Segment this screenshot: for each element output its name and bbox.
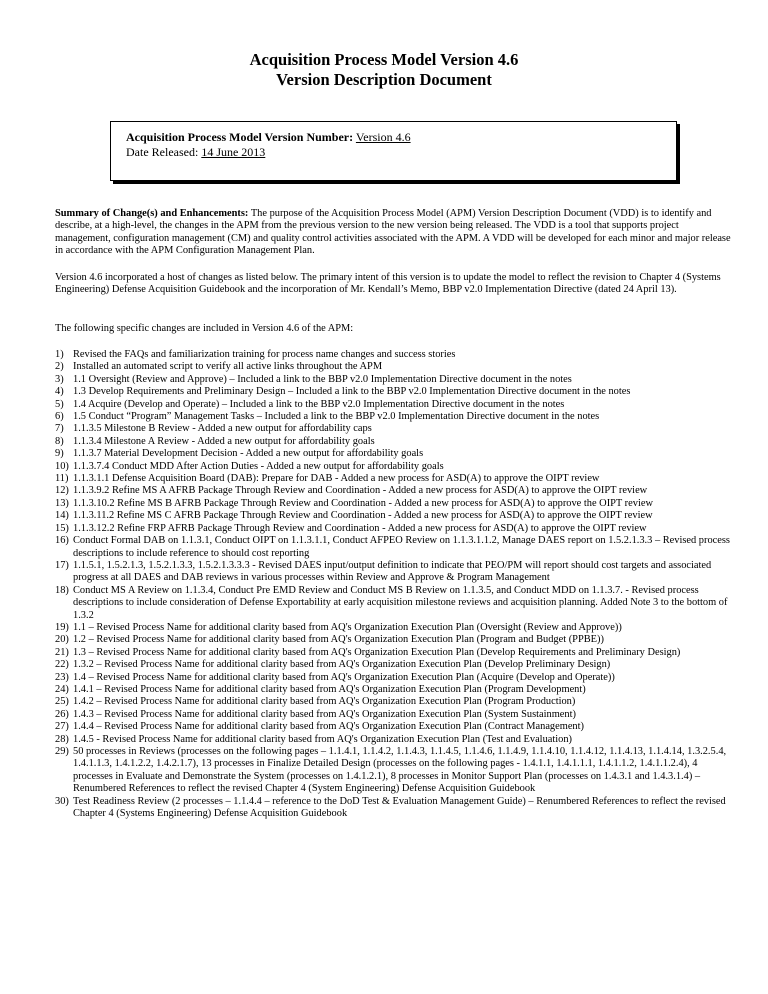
change-item — [55, 510, 735, 522]
change-item-number: 11) — [55, 473, 69, 485]
change-item-text: 1.1 – Revised Process Name for additional clarity based from AQ's Organization Execution Plan (Oversight (Review and Approve)) — [73, 621, 622, 633]
change-item — [55, 423, 735, 435]
change-item — [55, 498, 735, 510]
change-item-number: 17) — [55, 559, 69, 571]
change-item-text: 1.1.3.11.2 Refine MS C AFRB Package Through Review and Coordination - Added a new process for ASD(A) to approve the OIPT review — [73, 510, 653, 522]
change-item-number: 4) — [55, 386, 64, 398]
change-item-text: 1.3 Develop Requirements and Preliminary Design – Included a link to the BBP v2.0 Implementation Directive document in the notes — [73, 386, 631, 398]
change-item-text: Conduct Formal DAB on 1.1.3.1, Conduct OIPT on 1.1.3.1.1, Conduct AFPEO Review on 1.1.3.1.1.2, Manage DAES report on 1.5.2.1.3.3 – Revised process descriptions to include reference to should cost reporting — [73, 535, 730, 559]
document-title — [0, 50, 768, 90]
change-item-text: 1.1 Oversight (Review and Approve) – Included a link to the BBP v2.0 Implementation Directive document in the notes — [73, 373, 572, 385]
change-item-number: 10) — [55, 460, 69, 472]
change-item — [55, 672, 735, 684]
change-item — [55, 709, 735, 721]
change-item-text: 1.4.1 – Revised Process Name for additional clarity based from AQ's Organization Execution Plan (Program Development) — [73, 683, 586, 695]
release-date-row — [126, 145, 676, 160]
change-item-text: 1.4.2 – Revised Process Name for additional clarity based from AQ's Organization Execution Plan (Program Production) — [73, 696, 576, 708]
change-item-number: 16) — [55, 535, 69, 547]
change-item — [55, 399, 735, 411]
summary-text: The purpose of the Acquisition Process Model (APM) Version Description Document (VDD) is to identify and describe, at a high-level, the changes in the APM from the previous version to the new version being released. The VDD is a tool that supports project management, configuration management (CM) and quality control activities associated with the APM. A VDD will be developed for each minor and major release in accordance with the APM Configuration Management Plan. — [55, 208, 731, 257]
change-item-number: 2) — [55, 361, 64, 373]
change-item-text: 1.1.3.1.1 Defense Acquisition Board (DAB): Prepare for DAB - Added a new process for ASD(A) to approve the OIPT review — [73, 473, 600, 485]
change-item — [55, 585, 735, 622]
summary-paragraph — [55, 208, 735, 258]
change-item-text: 1.3 – Revised Process Name for additional clarity based from AQ's Organization Execution Plan (Develop Requirements and Preliminary Design) — [73, 646, 681, 658]
change-item-text: 1.1.3.7 Material Development Decision - Added a new output for affordability goals — [73, 448, 424, 460]
change-item-number: 24) — [55, 683, 69, 695]
change-item-text: Revised the FAQs and familiarization training for process name changes and success stories — [73, 349, 456, 360]
change-item — [55, 436, 735, 448]
change-item-text: 1.1.3.5 Milestone B Review - Added a new output for affordability caps — [73, 423, 372, 435]
change-item — [55, 746, 735, 796]
change-item-text: 1.4 Acquire (Develop and Operate) – Included a link to the BBP v2.0 Implementation Directive document in the notes — [73, 398, 565, 410]
change-item-text: Test Readiness Review (2 processes – 1.1.4.4 – reference to the DoD Test & Evaluation Management Guide) – Renumbered References to reflect the revised Chapter 4 (Systems Engineering) Defense Acquisition Guidebook — [73, 795, 726, 820]
change-item — [55, 634, 735, 646]
change-item — [55, 386, 735, 398]
change-item-text: 1.3.2 – Revised Process Name for additional clarity based from AQ's Organization Execution Plan (Develop Preliminary Design) — [73, 659, 611, 671]
change-item-number: 15) — [55, 522, 69, 534]
change-item — [55, 659, 735, 671]
change-item — [55, 647, 735, 659]
change-item-text: 1.1.3.9.2 Refine MS A AFRB Package Through Review and Coordination - Added a new process for ASD(A) to approve the OIPT review — [73, 485, 648, 497]
change-item — [55, 560, 735, 585]
change-item — [55, 473, 735, 485]
change-item-number: 23) — [55, 671, 69, 683]
change-item — [55, 622, 735, 634]
list-intro-paragraph: The following specific changes are included in Version 4.6 of the APM: — [55, 323, 354, 334]
change-item — [55, 796, 735, 821]
change-item-number: 8) — [55, 435, 64, 447]
change-item-number: 22) — [55, 659, 69, 671]
change-item-text: 1.1.3.12.2 Refine FRP AFRB Package Through Review and Coordination - Added a new process for ASD(A) to approve the OIPT review — [73, 522, 647, 534]
summary-label: Summary of Change(s) and Enhancements: — [55, 208, 249, 219]
change-item-number: 28) — [55, 733, 69, 745]
change-item-text: 1.2 – Revised Process Name for additional clarity based from AQ's Organization Execution Plan (Program and Budget (PPBE)) — [73, 634, 604, 646]
change-item-number: 5) — [55, 398, 64, 410]
change-item-number: 26) — [55, 708, 69, 720]
change-item-number: 3) — [55, 373, 64, 385]
change-item-number: 19) — [55, 621, 69, 633]
change-item-number: 6) — [55, 411, 64, 423]
change-item-number: 14) — [55, 510, 69, 522]
change-item — [55, 696, 735, 708]
title-line-2: Version Description Document — [276, 70, 492, 89]
change-item — [55, 361, 735, 373]
change-item-text: 1.5 Conduct “Program” Management Tasks – Included a link to the BBP v2.0 Implementation Directive document in the notes — [73, 411, 600, 423]
change-item-text: 50 processes in Reviews (processes on the following pages – 1.1.4.1, 1.1.4.2, 1.1.4.3, 1.1.4.5, 1.1.4.6, 1.1.4.9, 1.1.4.10, 1.1.4.12, 1.1.4.13, 1.1.4.14, 1.3.2.5.4, 1.4.1.1.3, 1.4.1.2.2, 1.4.2.1.7), 13 processes in Finalize Detailed Design (processes on the following pages - 1.4.1.1, 1.4.1.1.1, 1.4.1.1.2, 1.4.1.1.2.4), 4 processes in Evaluate and Demonstrate the System (processes on 1.4.1.2.1), 8 processes in Monitor Support Plan (processes on 1.4.3.1 and 1.4.3.1.4) – Renumbered References to reflect the revised Chapter 4 (System Engineering) Defense Acquisition Guidebook — [73, 746, 727, 795]
version-info-box — [110, 121, 677, 181]
change-item-text: 1.4.4 – Revised Process Name for additional clarity based from AQ's Organization Execution Plan (Contract Management) — [73, 721, 584, 733]
changes-list-container — [55, 349, 735, 820]
change-item-number: 25) — [55, 696, 69, 708]
change-item-text: 1.1.3.10.2 Refine MS B AFRB Package Through Review and Coordination - Added a new process for ASD(A) to approve the OIPT review — [73, 497, 653, 509]
change-item-text: 1.4 – Revised Process Name for additional clarity based from AQ's Organization Execution Plan (Acquire (Develop and Operate)) — [73, 671, 615, 683]
change-item-number: 27) — [55, 721, 69, 733]
change-item-number: 18) — [55, 584, 69, 596]
change-item-text: 1.1.5.1, 1.5.2.1.3, 1.5.2.1.3.3, 1.5.2.1.3.3.3 - Revised DAES input/output definition to indicate that PEO/PM will report should cost targets and associated progress at all DAES and DAB reviews in various processes within Review and Approve & Program Management — [73, 559, 712, 584]
change-item-number: 21) — [55, 646, 69, 658]
change-item-text: 1.1.3.4 Milestone A Review - Added a new output for affordability goals — [73, 435, 375, 447]
change-item — [55, 349, 735, 361]
change-item — [55, 485, 735, 497]
change-item — [55, 448, 735, 460]
change-item-number: 12) — [55, 485, 69, 497]
release-date-label: Date Released: — [126, 145, 199, 159]
change-item-text: Conduct MS A Review on 1.1.3.4, Conduct Pre EMD Review and Conduct MS B Review on 1.1.3.5, and Conduct MDD on 1.1.3.7. - Revised process descriptions to include consideration of Defense Exportability at early acquisition milestone reviews and acquisition planning. Added Note 3 to the bottom of 1.3.2 — [73, 584, 728, 621]
title-line-1: Acquisition Process Model Version 4.6 — [249, 50, 519, 69]
change-item-number: 9) — [55, 448, 64, 460]
intro-paragraph: Version 4.6 incorporated a host of changes as listed below. The primary intent of this version is to update the model to reflect the revision to Chapter 4 (Systems Engineering) Defense Acquisition Guidebook and the incorporation of Mr. Kendall’s Memo, BBP v2.0 Implementation Directive (dated 24 April 13). — [55, 272, 721, 296]
change-item-text: 1.4.5 - Revised Process Name for additional clarity based from AQ's Organization Execution Plan (Test and Evaluation) — [73, 733, 572, 745]
change-item-text: Installed an automated script to verify all active links throughout the APM — [73, 361, 383, 373]
change-item — [55, 411, 735, 423]
change-item — [55, 684, 735, 696]
change-item-number: 29) — [55, 746, 69, 757]
changes-list — [55, 349, 735, 820]
change-item-text: 1.1.3.7.4 Conduct MDD After Action Duties - Added a new output for affordability goals — [73, 460, 444, 472]
change-item-number: 30) — [55, 795, 69, 807]
release-date-value: 14 June 2013 — [201, 145, 266, 159]
version-number-label: Acquisition Process Model Version Number: — [126, 130, 354, 144]
change-item — [55, 721, 735, 733]
change-item-text: 1.4.3 – Revised Process Name for additional clarity based from AQ's Organization Execution Plan (System Sustainment) — [73, 708, 576, 720]
change-item — [55, 523, 735, 535]
change-item-number: 20) — [55, 634, 69, 646]
change-item — [55, 461, 735, 473]
change-item — [55, 535, 735, 560]
version-number-value: Version 4.6 — [355, 130, 411, 144]
change-item — [55, 734, 735, 746]
change-item-number: 13) — [55, 497, 69, 509]
change-item-number: 1) — [55, 349, 64, 360]
version-number-row — [126, 130, 676, 145]
change-item-number: 7) — [55, 423, 64, 435]
change-item — [55, 374, 735, 386]
